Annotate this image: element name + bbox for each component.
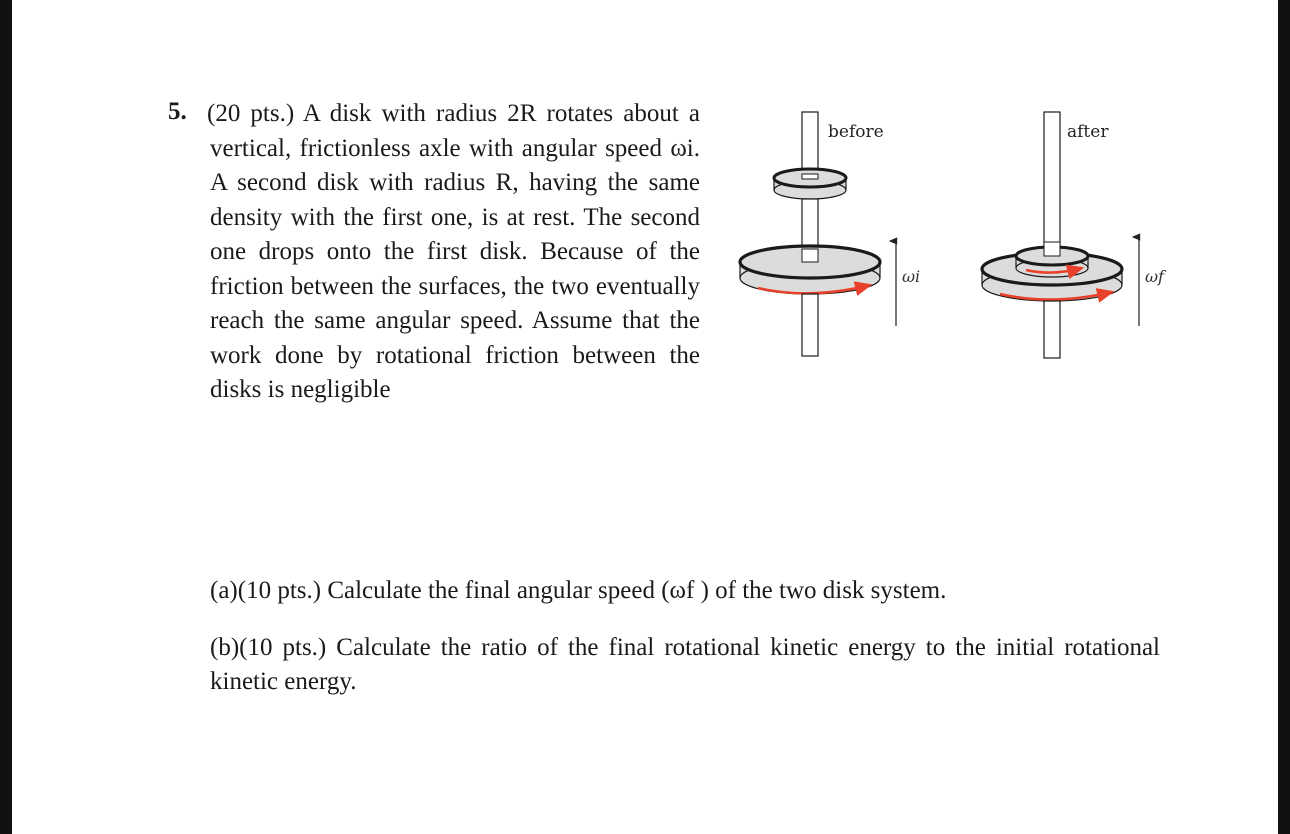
before-diagram	[740, 112, 920, 356]
omega-f-label: ωf	[1145, 267, 1164, 286]
axle-top-after	[1044, 112, 1060, 252]
problem-number: 5.	[168, 98, 187, 125]
axle-bottom	[802, 294, 818, 356]
problem-statement	[207, 97, 700, 408]
small-disk	[774, 169, 846, 199]
disk-figure	[720, 104, 1180, 366]
axle-bottom-after	[1044, 301, 1060, 358]
after-label: after	[1067, 122, 1109, 142]
part-b: (b)(10 pts.) Calculate the ratio of the final rotational kinetic energy to the initial rotational kinetic energy.	[210, 634, 1160, 695]
document-page	[12, 0, 1278, 834]
part-a: (a)(10 pts.) Calculate the final angular speed (ωf ) of the two disk system.	[210, 577, 947, 604]
omega-i-label: ωi	[902, 267, 921, 286]
combined-disks	[982, 242, 1122, 301]
after-diagram	[982, 112, 1167, 358]
large-disk	[740, 246, 880, 294]
problem-text: (20 pts.) A disk with radius 2R rotates about a vertical, frictionless axle with angular speed ωi. A second disk with radius R, having the same density with the first one, is at rest. The second one drops onto the first disk. Because of the friction between the surfaces, the two eventually reach the same angular speed. Assume that the work done by rotational friction between the disks is negligible	[207, 100, 700, 403]
before-label: before	[828, 122, 884, 142]
